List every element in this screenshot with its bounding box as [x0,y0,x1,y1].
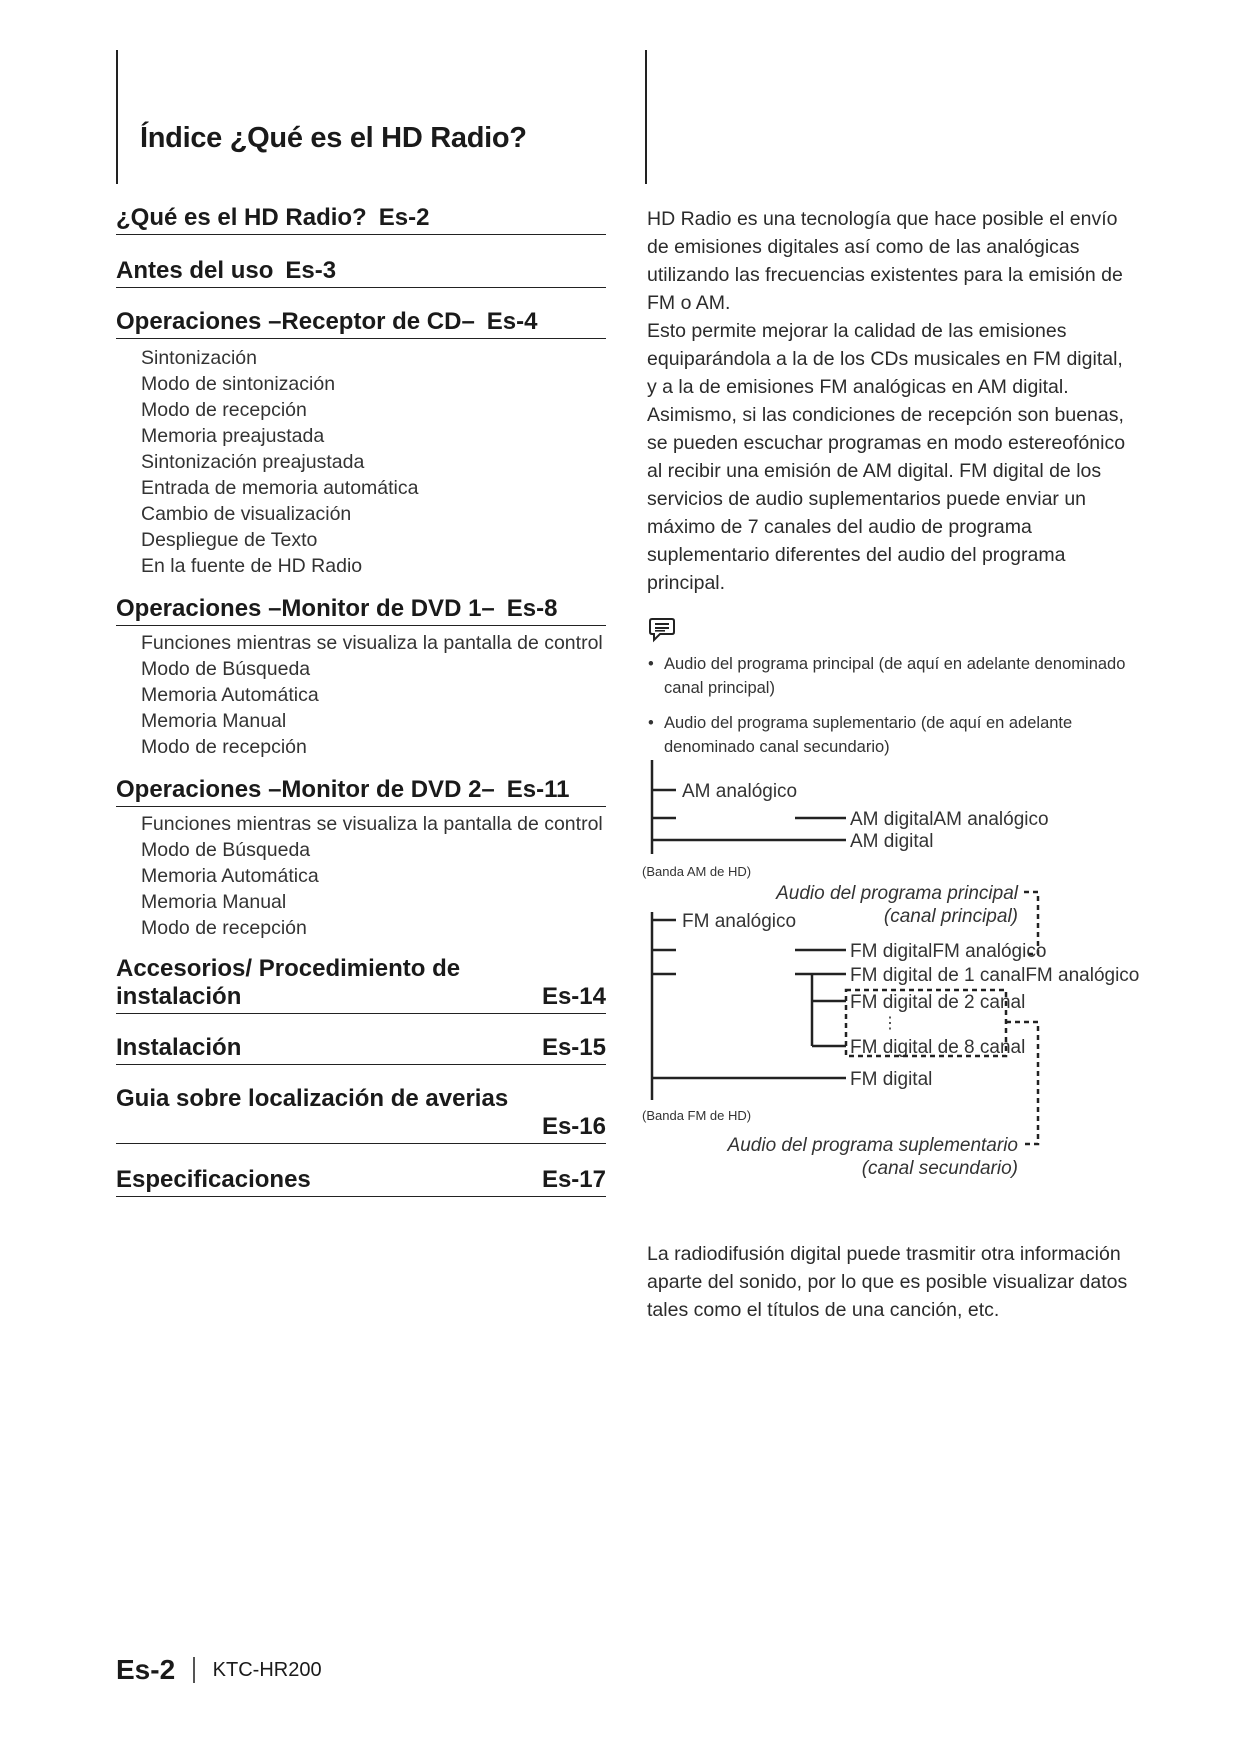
am-digital-overlap-label: AM digitalAM analógico [850,809,1049,830]
supp-audio-label: Audio del programa suplementario [727,1135,1018,1156]
right-header-rule [645,50,647,184]
intro-paragraph-1: HD Radio es una tecnología que hace posible el envío de emisiones digitales así como de las analógicas utilizando las frecuencias existentes para la emisión de FM o AM. [647,208,1123,314]
toc-subitem[interactable]: Memoria Manual [141,710,287,732]
page-title: Índice ¿Qué es el HD Radio? [140,122,527,154]
memo-note-icon [648,615,676,643]
note-item: • Audio del programa suplementario (de aquí en adelante denominado canal secundario) [648,711,1148,759]
toc-entry-antes-del-uso[interactable] [116,257,606,288]
toc-sublist-receptor-cd [116,345,606,579]
fm-digital-label: FM digital [850,1069,933,1090]
toc-page: Es-8 [506,595,558,622]
toc-subitem[interactable]: Memoria preajustada [141,425,325,447]
am-analog-label: AM analógico [682,781,798,802]
toc-label: Operaciones –Receptor de CD– [116,308,475,335]
toc-page: Es-17 [541,1166,606,1193]
toc-entry-receptor-cd[interactable] [116,308,606,339]
note-item: • Audio del programa principal (de aquí en adelante denominado canal principal) [648,652,1148,700]
fm-digital-1-label: FM digital de 1 canalFM analógico [850,965,1140,986]
toc-page: Es-15 [541,1034,606,1061]
toc-page: Es-4 [486,308,538,335]
toc-subitem[interactable]: En la fuente de HD Radio [141,555,363,577]
notes-list [648,652,1148,770]
toc-subitem[interactable]: Cambio de visualización [141,503,352,525]
toc-subitem[interactable]: Modo de Búsqueda [141,839,311,861]
fm-digital-2-label: FM digital de 2 canal [850,992,1026,1013]
am-band-label: (Banda AM de HD) [642,864,752,879]
toc-subitem[interactable]: Modo de recepción [141,736,307,758]
fm-analog-label: FM analógico [682,911,797,932]
toc-subitem[interactable]: Modo de Búsqueda [141,658,311,680]
intro-text [647,205,1137,597]
toc-page: Es-16 [541,1113,606,1140]
left-header-rule [116,50,118,184]
hd-radio-band-diagram [640,760,1240,1200]
table-of-contents [116,204,606,1197]
toc-entry-averias[interactable] [116,1085,606,1144]
supp-channel-label: (canal secundario) [861,1158,1018,1179]
toc-entry-instalacion[interactable] [116,1034,606,1065]
toc-subitem[interactable]: Sintonización [141,347,257,369]
toc-label: Antes del uso [116,257,274,284]
toc-subitem[interactable]: Memoria Automática [141,865,319,887]
toc-subitem[interactable]: Despliegue de Texto [141,529,318,551]
main-channel-label: (canal principal) [883,906,1018,927]
toc-subitem[interactable]: Memoria Manual [141,891,287,913]
main-audio-label: Audio del programa principal [776,883,1018,904]
toc-entry-que-es[interactable] [116,204,606,235]
toc-label: Instalación [116,1034,242,1061]
toc-sublist-dvd-2 [116,813,606,941]
toc-subitem[interactable]: Funciones mientras se visualiza la pantalla de control [141,813,603,835]
toc-label-row2 [116,983,606,1011]
toc-label: Guia sobre localización de averias [116,1085,509,1112]
toc-page: Es-2 [378,204,430,231]
toc-subitem[interactable]: Modo de recepción [141,399,307,421]
toc-label: Operaciones –Monitor de DVD 2– [116,776,495,803]
toc-label: Especificaciones [116,1166,311,1193]
toc-entry-especificaciones[interactable] [116,1166,606,1197]
toc-label: Operaciones –Monitor de DVD 1– [116,595,495,622]
page-footer [116,1654,322,1686]
toc-sublist-dvd-1 [116,632,606,760]
toc-page: Es-3 [285,257,337,284]
toc-subitem[interactable]: Funciones mientras se visualiza la pantalla de control [141,632,603,654]
toc-subitem[interactable]: Modo de sintonización [141,373,336,395]
closing-paragraph: La radiodifusión digital puede trasmitir otra información aparte del sonido, por lo que es posible visualizar datos tales como el títulos de una canción, etc. [647,1243,1128,1321]
fm-digital-8-label: FM digital de 8 canal [850,1037,1026,1058]
toc-entry-dvd-2[interactable] [116,776,606,807]
am-digital-label: AM digital [850,831,934,852]
toc-entry-dvd-1[interactable] [116,595,606,626]
intro-paragraph-2: Esto permite mejorar la calidad de las emisiones equiparándola a la de los CDs musicales en FM digital, y a la de emisiones FM analógicas en AM digital. Asimismo, si las condiciones de recepción son buenas, se pueden escuchar programas en modo estereofónico al recibir una emisión de AM digital. FM digital de los servicios de audio suplementarios puede enviar un máximo de 7 canales del audio de programa suplementario diferentes del audio del programa principal. [647,320,1126,594]
toc-subitem[interactable]: Modo de recepción [141,917,307,939]
toc-page: Es-14 [541,983,606,1010]
fm-digital-overlap-label: FM digitalFM analógico [850,941,1047,962]
fm-band-label: (Banda FM de HD) [642,1108,752,1123]
toc-label-line2: instalación [116,983,242,1010]
model-name: KTC-HR200 [212,1658,322,1681]
toc-entry-accesorios[interactable] [116,955,606,1014]
vertical-ellipsis-icon: ⋮ [882,1015,898,1032]
page-number: Es-2 [116,1654,176,1685]
toc-subitem[interactable]: Sintonización preajustada [141,451,365,473]
toc-label: ¿Qué es el HD Radio? [116,204,367,231]
toc-page: Es-11 [506,776,570,803]
footer-divider [193,1657,195,1683]
toc-label-line1: Accesorios/ Procedimiento de [116,955,461,982]
toc-subitem[interactable]: Entrada de memoria automática [141,477,419,499]
toc-subitem[interactable]: Memoria Automática [141,684,319,706]
